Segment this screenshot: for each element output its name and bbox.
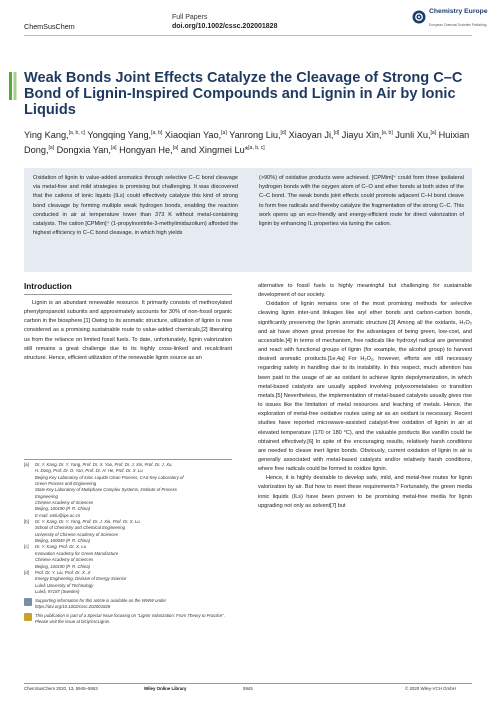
abstract-box — [24, 168, 472, 272]
author-list — [24, 127, 474, 156]
author-name[interactable]: Xiaoqian Yao, — [164, 130, 222, 141]
intro-heading: Introduction — [24, 282, 72, 291]
intro-paragraph-r3: Hence, it is highly desirable to develop safe, mild, and metal-free routes for lignin valorization by air. But how to meet these requirements? Fortunately, the green media ionic liquids (ILs) have been proven to be promising metal-free media for lignin upgrading not only as solvent[7] but — [258, 475, 472, 509]
affiliation-line: Prof. Dr. Y. Liu, Prof. Dr. X. Ji — [35, 569, 91, 575]
author-affiliation-mark: [a] — [48, 144, 55, 151]
section-label: Full Papers — [172, 14, 208, 21]
author-name[interactable]: Hongyan He, — [119, 144, 173, 155]
affiliation-line: State Key Laboratory of Multiphase Complex Systems, Institute of Process — [35, 487, 177, 493]
affiliation-line: Luleå University of Technology — [35, 582, 94, 588]
author-name[interactable]: Junli Xu, — [395, 130, 431, 141]
section-flag-icon — [9, 72, 17, 100]
affiliation-entry — [24, 570, 232, 595]
affiliation-line: Green Process and Engineering — [35, 481, 97, 487]
affiliation-entry — [24, 462, 232, 519]
footer-library[interactable] — [144, 686, 186, 691]
author-name[interactable]: Yanrong Liu, — [229, 130, 281, 141]
footer-page-number: 5945 — [243, 686, 253, 691]
author-affiliation-mark: [d] — [333, 130, 340, 136]
intro-paragraph-r1: alternative to fossil fuels is highly meaningful but challenging for sustainable development of our society. — [258, 283, 472, 299]
affiliation-line: Chinese Academy of Sciences — [35, 557, 94, 563]
author-affiliation-mark: [a] — [221, 130, 227, 136]
author-affiliation-mark: [a, b] — [151, 130, 163, 136]
affiliation-entry — [24, 544, 232, 569]
affiliation-line: E-mail: xmlu@ipe.ac.cn — [35, 512, 81, 518]
supporting-info-note-icon — [24, 598, 32, 606]
chemistry-europe-icon — [412, 10, 426, 24]
author-affiliation-mark: [a, b] — [381, 130, 393, 136]
header-divider — [24, 35, 472, 36]
affiliation-line: University of Chinese Academy of Sciences — [35, 531, 118, 537]
affiliation-line: Engineering — [35, 493, 58, 499]
author-name[interactable]: Huixian Dong, — [24, 130, 470, 155]
author-affiliation-mark: [a, b, c] — [248, 144, 265, 151]
intro-right-column — [258, 282, 472, 511]
article-title: Weak Bonds Joint Effects Catalyze the Cleavage of Strong C–C Bond of Lignin-Inspired Compounds and Lignin in Air by Ionic Liquids — [24, 70, 463, 119]
author-name[interactable]: Yongqing Yang, — [87, 130, 152, 141]
intro-left-column — [24, 299, 232, 363]
affiliation-label: [b] — [24, 519, 29, 525]
author-name[interactable]: Ying Kang, — [24, 130, 69, 141]
affiliation-line: Beijing, 100049 (P. R. China) — [35, 538, 91, 544]
affiliation-text — [35, 462, 184, 519]
affiliation-line: Dr. Y. Kang, Dr. Y. Yang, Prof. Dr. J. Xin, Prof. Dr. X. Lu — [35, 519, 140, 525]
author-affiliation-mark: [a] — [172, 144, 179, 151]
affiliation-line: Luleå, 97187 (Sweden) — [35, 588, 80, 594]
affiliation-line: H. Dong, Prof. Dr. D. Yan, Prof. Dr. H. He, Prof. Dr. X. Lu — [35, 468, 143, 474]
footer-citation: ChemSusChem 2020, 13, 5945–5953 — [24, 686, 98, 691]
affiliation-text — [35, 570, 126, 595]
affiliation-text — [35, 519, 140, 544]
supporting-info-note-text: Supporting information for this article is available on the WWW under https://doi.org/10.1002/cssc.202001828 — [35, 598, 167, 610]
author-name[interactable]: Dongxia Yan, — [56, 144, 111, 155]
logo-title: Chemistry Europe — [429, 8, 488, 15]
affiliations — [24, 462, 232, 625]
author-name[interactable]: Jiayu Xin, — [341, 130, 382, 141]
affiliation-line: Beijing, 100190 (P. R. China) — [35, 563, 91, 569]
affiliation-line: Dr. Y. Kang, Prof. Dr. X. Lu — [35, 544, 87, 550]
affiliation-entry — [24, 519, 232, 544]
logo-subtitle: European Chemical Societies Publishing — [429, 23, 487, 27]
affiliation-label: [a] — [24, 462, 29, 467]
supporting-info-note — [24, 598, 232, 610]
special-issue-note-icon — [24, 613, 32, 621]
affiliation-line: School of Chemistry and Chemical Engineering — [35, 525, 126, 531]
author-affiliation-mark: [a, b, c] — [68, 130, 86, 136]
special-issue-note — [24, 613, 232, 625]
affiliation-line: Beijing Key Laboratory of Ionic Liquids Clean Process, CAS Key Laboratory of — [35, 474, 184, 480]
affiliation-line: Chinese Academy of Sciences — [35, 500, 94, 506]
affiliation-line: Beijing, 100190 (P. R. China) — [35, 506, 91, 512]
affiliation-line: Energy Engineering, Division of Energy Science — [35, 576, 127, 582]
abstract-right: (>90%) of oxidative products were achieved. [CPMim]⁺ could form three ipsilateral hydrogen bonds with the oxygen atom of C–O and ether bonds at both sides of the C–C bond. The weak bonds joint effects could promote adjacent C–H bond cleave to form free radicals and thereby catalyze the fragmentation of the strong C–C. This work opens up an eco-friendly and energy-efficient route for direct valorization of lignin by enhancing IL properties via tuning the cation. — [259, 175, 464, 228]
journal-name: ChemSusChem — [24, 22, 75, 31]
affiliation-label: [d] — [24, 569, 29, 575]
author-affiliation-mark: [a] — [110, 144, 117, 151]
footer-copyright: © 2020 Wiley-VCH GmbH — [405, 686, 456, 691]
author-affiliation-mark: [a] — [430, 130, 437, 136]
special-issue-note-text: This publication is part of a Special Issue focusing on "Lignin Valorization: From Theory to Practice". Please visit the issue at bit.ly/cscLignin. — [35, 613, 225, 625]
author-name[interactable]: Xiaoyan Ji, — [288, 130, 334, 141]
affiliation-line: Innovation Academy for Green Manufacture — [35, 550, 119, 556]
footer-divider — [24, 683, 472, 684]
chemistry-europe-logo — [412, 8, 490, 36]
doi-link[interactable]: doi.org/10.1002/cssc.202001828 — [172, 23, 278, 30]
footer-library-label: Wiley Online Library — [144, 686, 187, 691]
affiliation-label: [c] — [24, 544, 29, 550]
affiliation-text — [35, 544, 118, 569]
intro-paragraph-1: Lignin is an abundant renewable resource. It primarily consists of methoxylated phenylpropanoid subunits and approximately accounts for 30% of non-fossil organic carbon in the biosphere.[1] Owing to its aromatic structure, utilization of lignin is now considered as a promising sustainable route to value-added chemicals,[2] liberating us from the reliance on limited fossil fuels. To date, unfortunately, lignin valorization still remains a great challenge due to its highly cross-linked and recalcitrant structure. Hence, efficient utilization of the renewable lignin source as an — [24, 300, 232, 361]
author-name[interactable]: and Xingmei Lu* — [180, 144, 249, 155]
abstract-left: Oxidation of lignin to value-added aromatics through selective C–C bond cleavage via metal-free and mild strategies is promising but challenging. It was discovered that the cations of ionic liquids (ILs) could effectively catalyze this kind of strong bond cleavage by forming multiple weak hydrogen bonds, enabling the reaction conducted in air at temperature lower than 373 K without metal-containing catalysts. The cation [CPMim]⁺ (1-propylnonitrile-3-methylimidazolium) afforded the highest efficiency in C–C bond cleavage, in which high yields — [33, 175, 238, 237]
intro-paragraph-r2: Oxidation of lignin remains one of the most promising methods for selective cleaving lignin inter-unit linkages like aryl ether bonds and carbon-carbon bonds, significantly preserving the lignin aromatic structure.[3] Among all the oxidants, H₂O₂ and air have shown great promise for the advantages of being green, low-cost, and accessible.[4] In terms of mechanism, free radicals like hydroxyl radical are generated and react with functional groups of lignin (for example, the alcohol group) to harvest desired aromatic products.[1e,4a] For H₂O₂, however, efforts are still necessary regarding safety in handling due to its instability. In this respect, much attention has been paid to the usage of air as oxidant to achieve lignin depolymerization, in which metal-based catalysts are usually applied involving polyoxometalates or transition metals.[5] Nevertheless, the implementation of metal-based catalysts usually gives rise to issues like the limitation of metal resources and leaching of metals. Hence, the exploration of metal-free oxidative routes using air as an oxidant is necessary. Recent studies have reported microwave-assisted catalyst-free oxidation of lignin in air at elevated temperature (170 or 180 °C), and the valuable products like vanillin could be obtained effectively.[6] In spite of the encouraging results, relatively harsh conditions are needed to cleave inert lignin bonds. Obviously, current oxidation of lignin in air is generally associated with metal-based catalysts and/or relatively harsh conditions, where free radicals could be formed to oxidize lignin. — [258, 301, 472, 473]
article-header — [172, 13, 277, 31]
author-affiliation-mark: [d] — [280, 130, 287, 136]
intro-divider — [24, 294, 232, 295]
affiliation-line: Dr. Y. Kang, Dr. Y. Yang, Prof. Dr. X. Yao, Prof. Dr. J. Xin, Prof. Dr. J. Xu, — [35, 462, 173, 467]
affiliation-divider — [24, 459, 232, 460]
